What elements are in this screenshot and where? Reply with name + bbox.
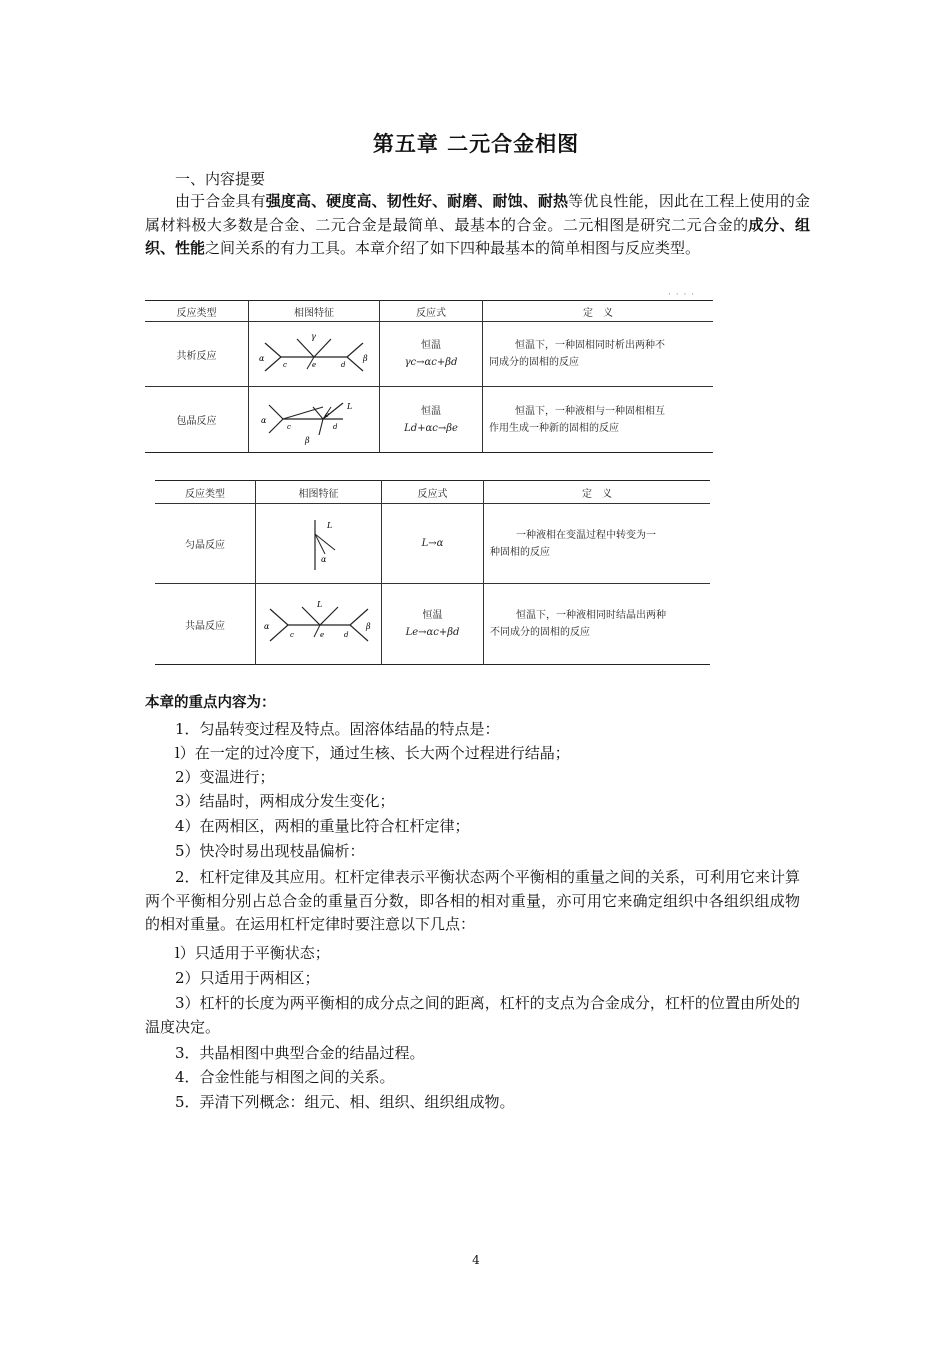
label-beta: β — [365, 622, 371, 631]
intro-emphasis: 成分、组织、性能 — [145, 215, 810, 257]
formula-condition: 恒温 — [421, 405, 441, 417]
phase-diagram-isomorphous — [256, 504, 382, 584]
formula-condition: 恒温 — [422, 610, 443, 621]
label-c: c — [287, 422, 291, 431]
eutectoid-diagram-icon — [259, 329, 369, 379]
label-alpha: α — [263, 622, 269, 631]
reaction-formula — [380, 387, 483, 453]
reaction-type: 匀晶反应 — [155, 504, 256, 584]
definition-line: 恒温下，一种液相与一种固相相互 — [515, 405, 665, 417]
intro-heading: 一、内容提要 — [175, 170, 266, 188]
label-e: e — [312, 361, 317, 369]
reaction-type: 共晶反应 — [155, 584, 256, 665]
intro-paragraph — [145, 190, 810, 261]
header-diagram: 相图特征 — [249, 301, 380, 322]
definition-line: 恒温下，一种液相同时结晶出两种 — [516, 610, 666, 621]
intro-text: 之间关系的有力工具。本章介绍了如下四种最基本的简单相图与反应类型。 — [205, 239, 701, 257]
definition-line: 一种液相在变温过程中转变为一 — [516, 529, 656, 541]
label-alpha: α — [320, 554, 326, 564]
label-c: c — [289, 631, 294, 639]
label-gamma: γ — [311, 332, 316, 341]
intro-text: 由于合金具有 — [175, 192, 266, 210]
label-L: L — [326, 520, 332, 530]
formula-equation: γc→αc+βd — [404, 357, 458, 368]
header-type: 反应类型 — [155, 481, 256, 504]
intro-text: 等优良性能，因此在工程上使用的金属材料极大多数是合金、二元合金是最简单、最基本的合金。二元相图是研究二元合金的 — [145, 192, 810, 234]
key-point: l）在一定的过冷度下，通过生核、长大两个过程进行结晶； — [175, 744, 570, 762]
header-definition: 定 义 — [483, 301, 714, 322]
label-e: e — [319, 631, 324, 639]
label-L: L — [347, 401, 353, 411]
label-L: L — [316, 600, 322, 609]
final-point: 4．合金性能与相图之间的关系。 — [175, 1068, 395, 1086]
reaction-formula — [382, 504, 484, 584]
reaction-type: 共析反应 — [145, 322, 249, 387]
lever-point-3: 3）杠杆的长度为两平衡相的成分点之间的距离，杠杆的支点为合金成分，杠杆的位置由所处的温度决定。 — [145, 994, 800, 1036]
formula-equation: Le→αc+βd — [405, 627, 460, 638]
reaction-table-2 — [155, 480, 710, 665]
label-c: c — [283, 361, 287, 369]
reaction-definition — [484, 584, 711, 665]
header-type: 反应类型 — [145, 301, 249, 322]
key-point: 3）结晶时，两相成分发生变化； — [175, 792, 395, 810]
intro-emphasis: 强度高、硬度高、韧性好、耐磨、耐蚀、耐热 — [265, 192, 569, 210]
final-point: 5．弄清下列概念：组元、相、组织、组织组成物。 — [175, 1093, 515, 1111]
key-point: 4）在两相区，两相的重量比符合杠杆定律； — [175, 817, 470, 835]
definition-line: 不同成分的固相的反应 — [490, 627, 590, 638]
label-alpha: α — [261, 415, 267, 425]
final-point: 3．共晶相图中典型合金的结晶过程。 — [175, 1044, 425, 1062]
reaction-definition — [483, 322, 714, 387]
lever-paragraph: 2．杠杆定律及其应用。杠杆定律表示平衡状态两个平衡相的重量之间的关系，可利用它来计算两个平衡相分别占总合金的重量百分数，即各相的相对重量，亦可用它来确定组织中各组织组成物的相对重量。在运用杠杆定律时要注意以下几点： — [145, 868, 800, 933]
eutectic-diagram-icon — [264, 597, 374, 651]
reaction-formula — [382, 584, 484, 665]
definition-line: 种固相的反应 — [490, 546, 550, 558]
phase-diagram-peritectic — [249, 387, 380, 453]
lever-point: l）只适用于平衡状态； — [175, 944, 330, 962]
chapter-title: 第五章 二元合金相图 — [372, 132, 580, 156]
peritectic-diagram-icon — [259, 393, 369, 447]
reaction-definition — [484, 504, 711, 584]
label-d: d — [343, 631, 348, 639]
label-beta: β — [305, 435, 310, 445]
label-d: d — [341, 361, 346, 369]
reaction-definition — [483, 387, 714, 453]
key-point: 5）快冷时易出现枝晶偏析： — [175, 842, 365, 860]
reaction-type: 包晶反应 — [145, 387, 249, 453]
phase-diagram-eutectic — [256, 584, 382, 665]
reaction-table-1 — [145, 300, 713, 453]
label-d: d — [333, 422, 338, 431]
header-diagram: 相图特征 — [256, 481, 382, 504]
formula-equation: L→α — [421, 538, 444, 549]
header-formula: 反应式 — [380, 301, 483, 322]
formula-equation: Ld+αc→βe — [404, 422, 458, 434]
header-formula: 反应式 — [382, 481, 484, 504]
key-point: 2）变温进行； — [175, 768, 275, 786]
header-definition: 定 义 — [484, 481, 711, 504]
label-e: e — [325, 410, 330, 419]
phase-diagram-eutectoid — [249, 322, 380, 387]
label-alpha: α — [259, 354, 265, 363]
reaction-formula — [380, 322, 483, 387]
definition-line: 作用生成一种新的固相的反应 — [489, 422, 619, 434]
isomorphous-diagram-icon — [289, 512, 349, 576]
formula-condition: 恒温 — [421, 340, 441, 351]
definition-line: 同成分的固相的反应 — [489, 357, 579, 368]
key-point: 1．匀晶转变过程及特点。固溶体结晶的特点是： — [175, 720, 500, 738]
lever-point: 2）只适用于两相区； — [175, 969, 320, 987]
definition-line: 恒温下，一种固相同时析出两种不 — [515, 340, 665, 351]
label-beta: β — [363, 354, 368, 363]
page-number: 4 — [472, 1253, 480, 1267]
scan-dots: · · · · — [668, 290, 696, 300]
key-heading: 本章的重点内容为： — [145, 695, 276, 711]
